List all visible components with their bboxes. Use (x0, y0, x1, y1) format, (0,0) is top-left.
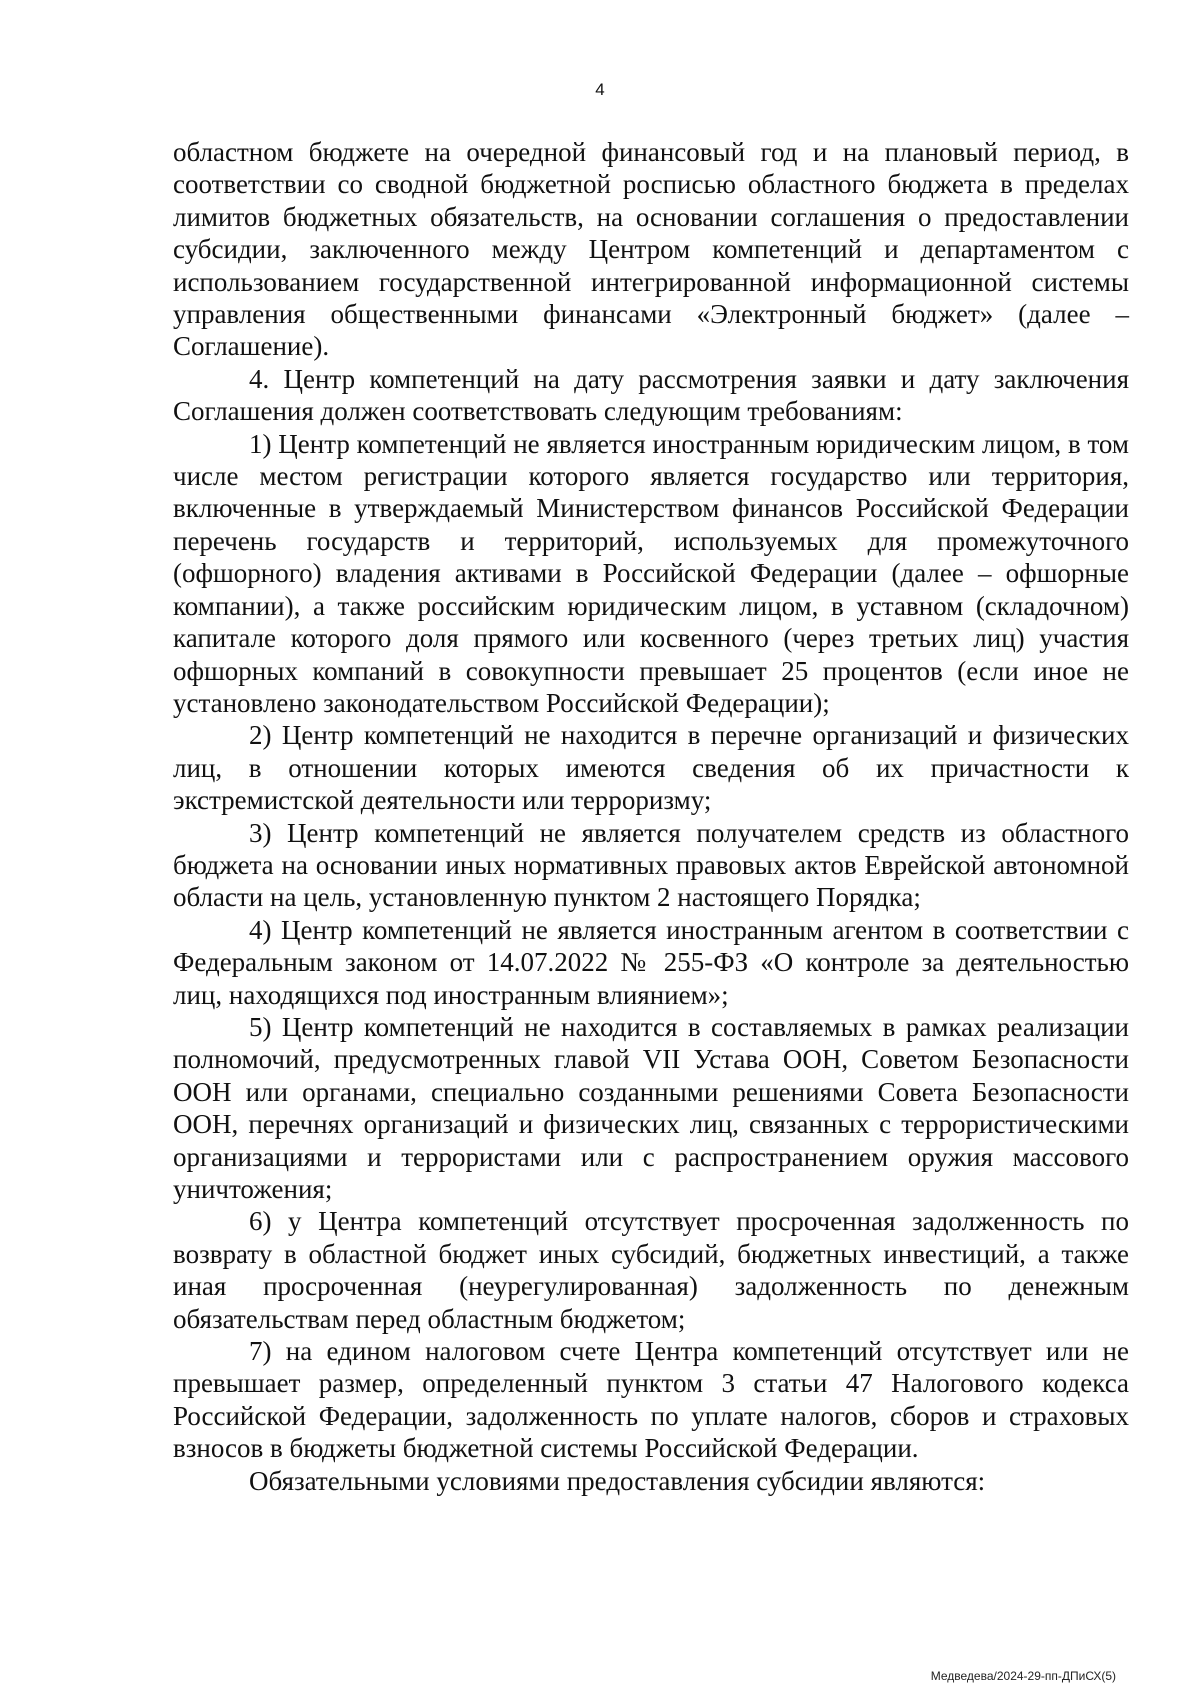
requirement-item-2: 2) Центр компетенций не находится в перечне организаций и физических лиц, в отношении которых имеются сведения об их причастности к экстремистской деятельности или терроризму; (173, 720, 1129, 816)
requirement-item-5: 5) Центр компетенций не находится в составляемых в рамках реализации полномочий, предусмотренных главой VII Устава ООН, Советом Безопасности ООН или органами, специально созданными решениями Совета Безопасности ООН, перечнях организаций и физических лиц, связанных с террористическими организациями и террористами или с распространением оружия массового уничтожения; (173, 1011, 1129, 1204)
paragraph-continuation: областном бюджете на очередной финансовый год и на плановый период, в соответствии со сводной бюджетной росписью областного бюджета в пределах лимитов бюджетных обязательств, на основании соглашения о предоставлении субсидии, заключенного между Центром компетенций и департаментом с использованием государственной интегрированной информационной системы управления общественными финансами «Электронный бюджет» (далее – Соглашение). (173, 137, 1129, 362)
page-number: 4 (595, 80, 605, 99)
document-body (173, 136, 1129, 1497)
paragraph-clause-4: 4. Центр компетенций на дату рассмотрения заявки и дату заключения Соглашения должен соответствовать следующим требованиям: (173, 363, 1129, 427)
requirement-item-4: 4) Центр компетенций не является иностранным агентом в соответствии с Федеральным законом от 14.07.2022 № 255-ФЗ «О контроле за деятельностью лиц, находящихся под иностранным влиянием»; (173, 914, 1129, 1010)
requirement-item-3: 3) Центр компетенций не является получателем средств из областного бюджета на основании иных нормативных правовых актов Еврейской автономной области на цель, установленную пунктом 2 настоящего Порядка; (173, 817, 1129, 913)
requirement-item-6: 6) у Центра компетенций отсутствует просроченная задолженность по возврату в областной бюджет иных субсидий, бюджетных инвестиций, а также иная просроченная (неурегулированная) задолженность по денежным обязательствам перед областным бюджетом; (173, 1206, 1129, 1334)
paragraph-conditions-intro: Обязательными условиями предоставления субсидии являются: (249, 1465, 986, 1496)
footer-document-code: Медведева/2024-29-пп-ДПиСХ(5) (930, 1669, 1116, 1683)
requirement-item-1: 1) Центр компетенций не является иностранным юридическим лицом, в том числе местом регистрации которого является государство или территория, включенные в утверждаемый Министерством финансов Российской Федерации перечень государств и территорий, используемых для промежуточного (офшорного) владения активами в Российской Федерации (далее – офшорные компании), а также российским юридическим лицом, в уставном (складочном) капитале которого доля прямого или косвенного (через третьих лиц) участия офшорных компаний в совокупности превышает 25 процентов (если иное не установлено законодательством Российской Федерации); (173, 428, 1129, 718)
requirement-item-7: 7) на едином налоговом счете Центра компетенций отсутствует или не превышает размер, определенный пунктом 3 статьи 47 Налогового кодекса Российской Федерации, задолженность по уплате налогов, сборов и страховых взносов в бюджеты бюджетной системы Российской Федерации. (173, 1336, 1129, 1464)
